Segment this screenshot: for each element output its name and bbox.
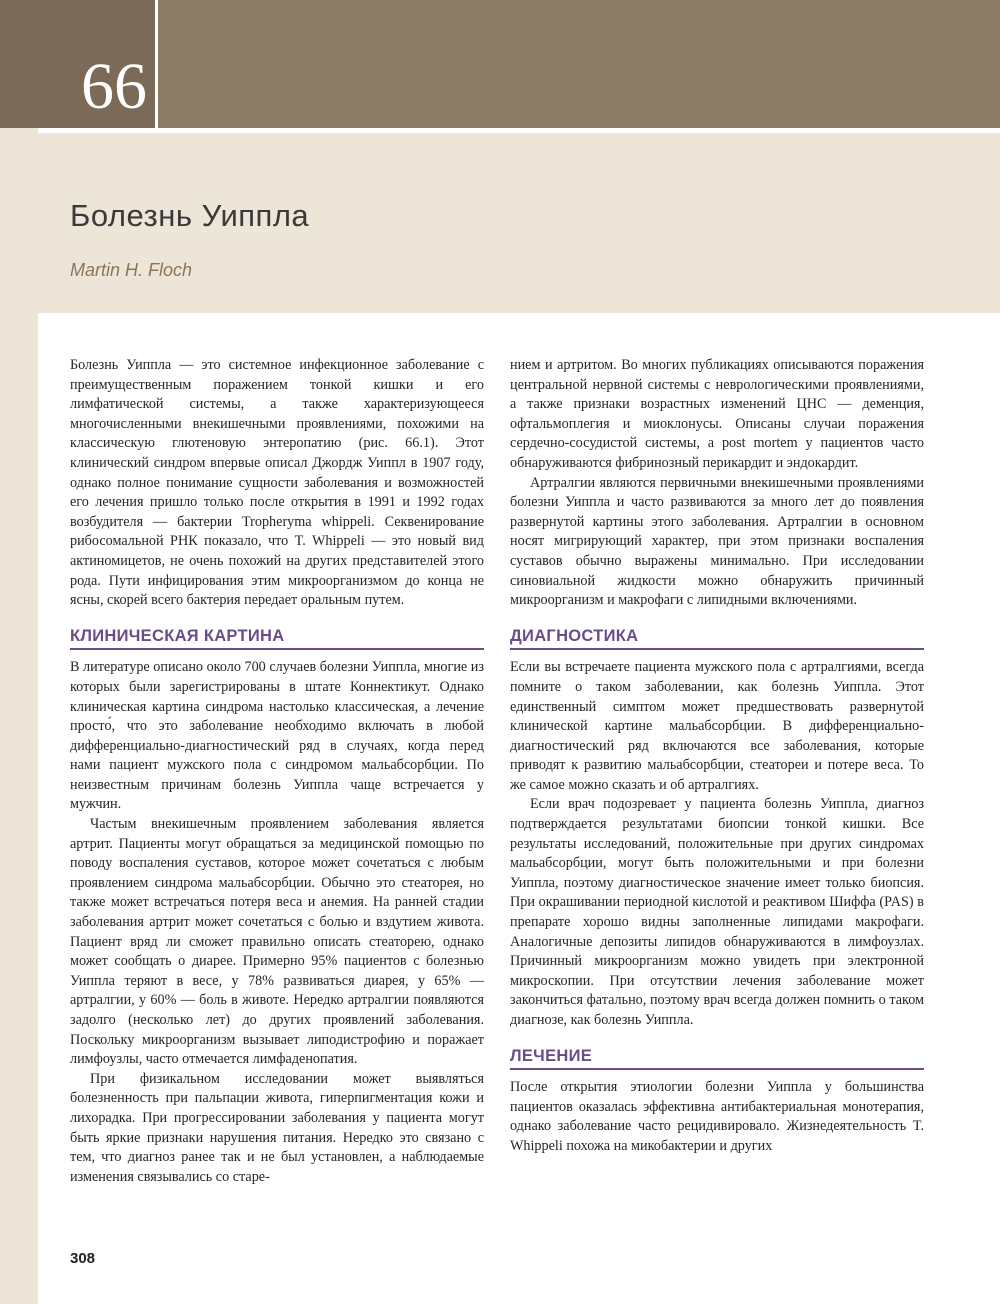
section-heading-treatment: ЛЕЧЕНИЕ [510, 1047, 924, 1071]
chapter-author: Martin H. Floch [70, 260, 193, 280]
chapter-title: Болезнь Уиппла [70, 198, 310, 233]
arthralgia-paragraph: Артралгии являются первичными внекишечными проявлениями болезни Уиппла и часто развиваются за много лет до появления развернутой картины этого заболевания. Артралгии в основном носят мигрирующий характер, при этом признаки воспаления суставов обычно выражены минимально. При исследовании синовиальной жидкости можно обнаружить причинный микроорганизм и макрофаги с липидными включениями. [510, 474, 924, 609]
left-text-column [70, 356, 484, 1187]
page-number: 308 [70, 1250, 96, 1267]
chapter-number-box [0, 0, 158, 128]
diagnostics-paragraph-2: Если врач подозревает у пациента болезнь Уиппла, диагноз подтверждается результатами биопсии тонкой кишки. Все результаты исследований, положительные при других синдромах мальабсорбции, могут быть положительными и при болезни Уиппла, поэтому диагностическое значение имеет только биопсия. При окрашивании периодной кислотой и реактивом Шиффа (PAS) в препарате хорошо видны заполненные липидами макрофаги. Аналогичные депозиты липидов обнаруживаются в лимфоузлах. Причинный микроорганизм можно увидеть при электронной микроскопии. При отсутствии лечения заболевание может закончиться фатально, поэтому врач всегда должен помнить о таком диагнозе, как болезнь Уиппла. [510, 796, 924, 1028]
section-heading-diagnostics: ДИАГНОСТИКА [510, 627, 924, 651]
diagnostics-paragraph-1: Если вы встречаете пациента мужского пола с артралгиями, всегда помните о таком заболевании, как болезнь Уиппла. Этот единственный симптом может предшествовать развернутой клинической картине мальабсорбции. В дифференциально-диагностический ряд включаются все заболевания, которые приводят к развитию мальабсорбции, стеатореи и потере веса. То же самое можно сказать и об артралгиях. [510, 659, 924, 793]
continued-paragraph: нием и артритом. Во многих публикациях описываются поражения центральной нервной системы с неврологическими проявлениями, а также признаки возрастных изменений ЦНС — деменция, офтальмоплегия и миоклонусы. Описаны случаи поражения сердечно-сосудистой системы, а post mortem у пациентов часто обнаруживаются фибринозный перикардит и эндокардит. [510, 357, 924, 471]
chapter-number: 66 [81, 50, 147, 123]
clinical-paragraph-2: Частым внекишечным проявлением заболевания является артрит. Пациенты могут обращаться за медицинской помощью по поводу воспаления суставов, которое может сочетаться с любым проявлением синдрома мальабсорбции. Обычно это стеаторея, но также может встречаться потеря веса и анемия. На ранней стадии заболевания артрит может сочетаться с болью и вздутием живота. Пациент вряд ли сможет правильно описать стеаторею, однако может сообщать о диарее. Примерно 95% пациентов с болезнью Уиппла теряют в весе, у 78% развиваться диарея, у 65% — артралгии, у 60% — боль в животе. Нередко артралгии появляются задолго (несколько лет) до других проявлений заболевания. Поскольку микроорганизм вызывает липодистрофию и поражает лимфоузлы, часто отмечается лимфаденопатия. [70, 816, 484, 1068]
section-heading-clinical: КЛИНИЧЕСКАЯ КАРТИНА [70, 627, 484, 651]
intro-paragraph: Болезнь Уиппла — это системное инфекционное заболевание с преимущественным поражением тонкой кишки и его лимфатической системы, а также характеризующееся многочисленными внекишечными проявлениями, похожими на классическую глютеновую энтеропатию (рис. 66.1). Этот клинический синдром впервые описал Джордж Уиппл в 1907 году, однако полное понимание сущности заболевания и возможностей его лечения пришло только после открытия в 1991 и 1992 годах возбудителя — бактерии Tropheryma whippeli. Секвенирование рибосомальной РНК показало, что T. Whippeli — это новый вид актиномицетов, не очень похожий на других представителей этого рода. Пути инфицирования этим микроорганизмом до конца не ясны, скорей всего бактерия передает оральным путем. [70, 357, 484, 609]
clinical-paragraph-3: При физикальном исследовании может выявляться болезненность при пальпации живота, гиперпигментация кожи и лихорадка. При прогрессировании заболевания у пациента могут быть яркие признаки нарушения питания. Нередко это связано с тем, что диагноз ранее так и не был установлен, а наблюдаемые изменения связывались со старе- [70, 1070, 484, 1185]
right-text-column [510, 356, 924, 1157]
left-margin-band [0, 0, 38, 1304]
clinical-paragraph-1: В литературе описано около 700 случаев болезни Уиппла, многие из которых были зарегистрированы в штате Коннектикут. Однако клиническая картина синдрома настолько классическая, а лечение просто́, что это заболевание необходимо включать в любой дифференциально-диагностический ряд в случаях, когда перед нами пациент мужского пола с синдромом мальабсорбции. По неизвестным причинам болезнь Уиппла чаще встречается у мужчин. [70, 659, 484, 813]
treatment-paragraph-1: После открытия этиологии болезни Уиппла у большинства пациентов оказалась эффективна антибактериальная монотерапия, однако заболевание часто рецидивировало. Жизнедеятельность T. Whippeli похожа на микобактерии и других [510, 1079, 924, 1154]
